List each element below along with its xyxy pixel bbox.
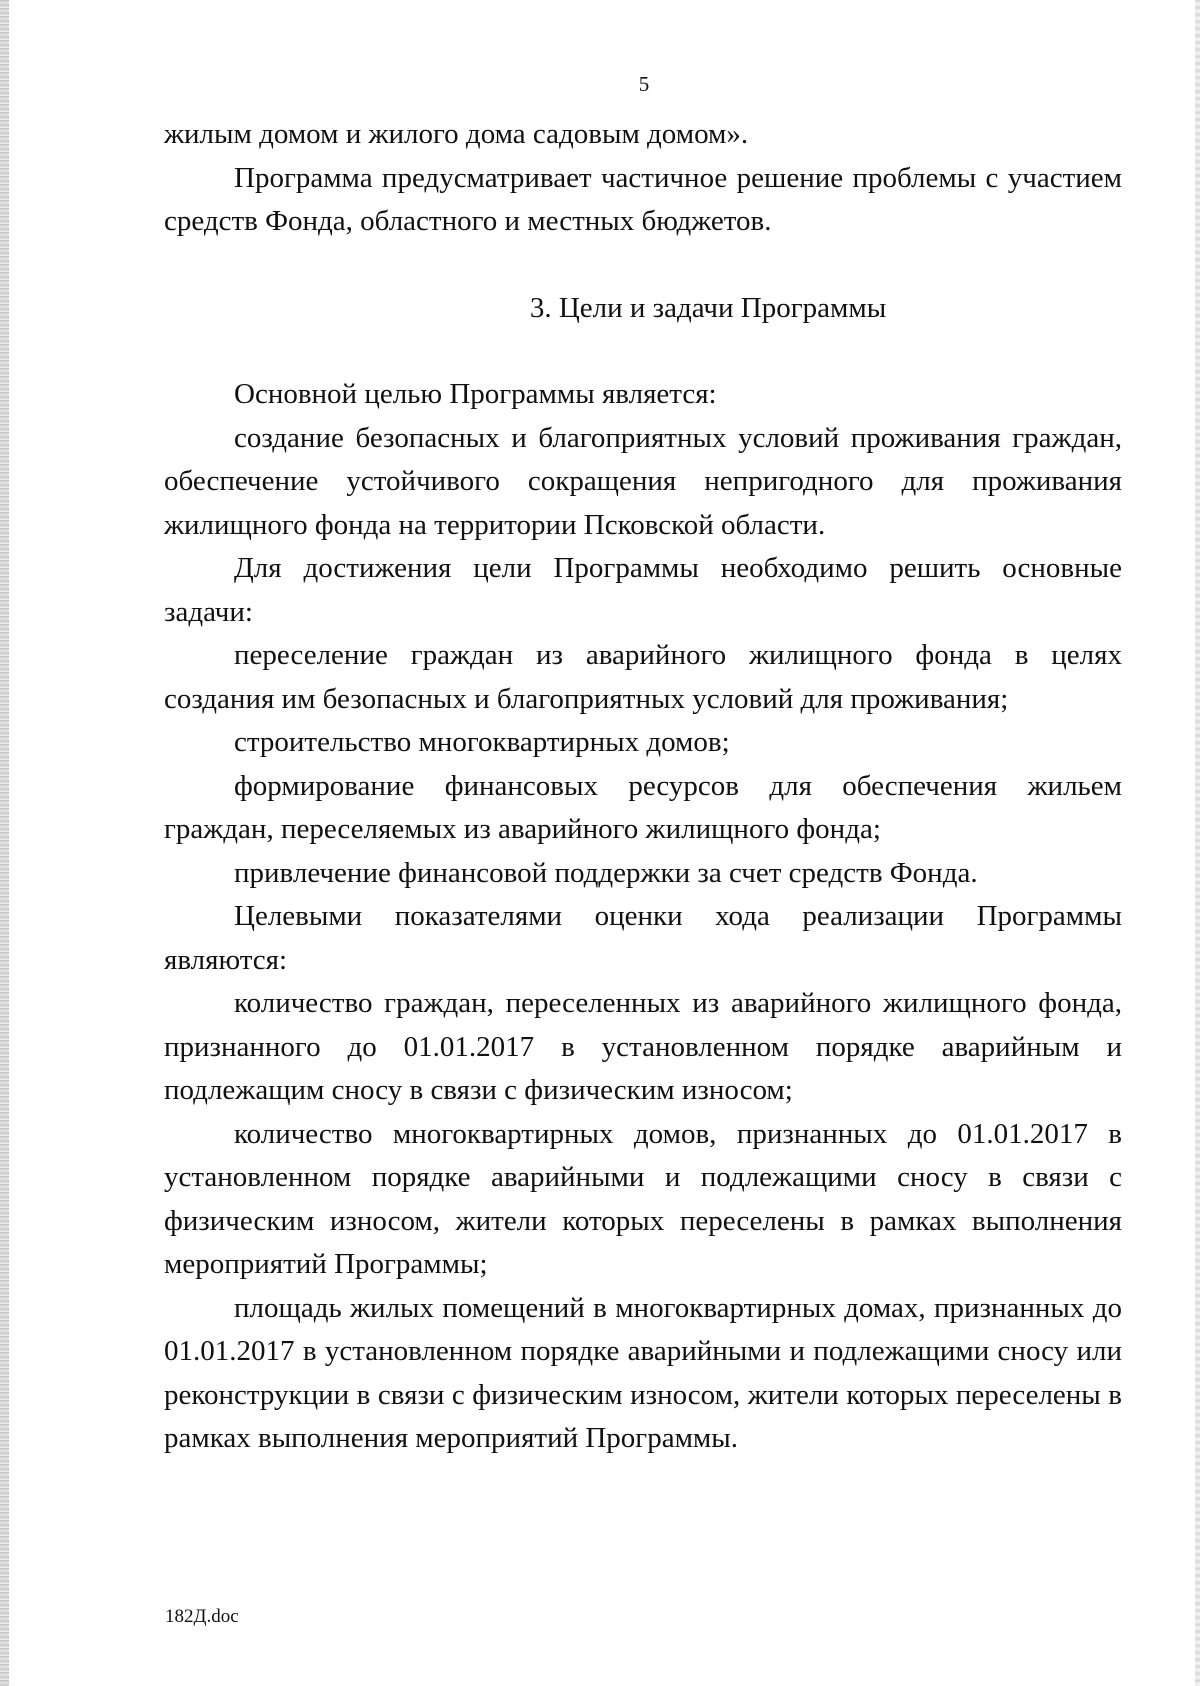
paragraph: строительство многоквартирных домов; [234,726,730,758]
paragraph: Программа предусматривает частичное решение проблемы с участием средств Фонда, областного и местных бюджетов. [164,161,1122,237]
footer-filename: 182Д.doc [165,1606,239,1627]
paragraph: Для достижения цели Программы необходимо решить основные задачи: [164,552,1122,628]
paragraph: привлечение финансовой поддержки за счет средств Фонда. [234,856,978,889]
scan-edge-left [0,0,9,1686]
paragraph: создание безопасных и благоприятных условий проживания граждан, обеспечение устойчивого сокращения непригодного для проживания жилищного фонда на территории Псковской области. [164,421,1122,541]
paragraph: площадь жилых помещений в многоквартирных домах, признанных до 01.01.2017 в установленном порядке аварийными и подлежащими сносу или реконструкции в связи с физическим износом, жители которых переселены в рамках выполнения мероприятий Программы. [164,1291,1122,1454]
paragraph: количество многоквартирных домов, признанных до 01.01.2017 в установленном порядке аварийными и подлежащими сносу в связи с физическим износом, жители которых переселены в рамках выполнения мероприятий Программы; [164,1117,1122,1280]
section-heading: 3. Цели и задачи Программы [529,291,887,324]
page-number: 5 [638,72,650,96]
paragraph: переселение граждан из аварийного жилищного фонда в целях создания им безопасных и благоприятных условий для проживания; [164,639,1122,715]
paragraph: Целевыми показателями оценки хода реализации Программы являются: [164,900,1122,976]
paragraph: количество граждан, переселенных из аварийного жилищного фонда, признанного до 01.01.2017 в установленном порядке аварийным и подлежащим сносу в связи с физическим износом; [164,987,1122,1106]
paragraph: формирование финансовых ресурсов для обеспечения жильем граждан, переселяемых из аварийного жилищного фонда; [164,769,1122,845]
paragraph: Основной целью Программы является: [234,378,717,410]
paragraph: жилым домом и жилого дома садовым домом». [164,118,749,150]
document-body [164,113,1122,1461]
scan-edge-right [1195,0,1200,1686]
